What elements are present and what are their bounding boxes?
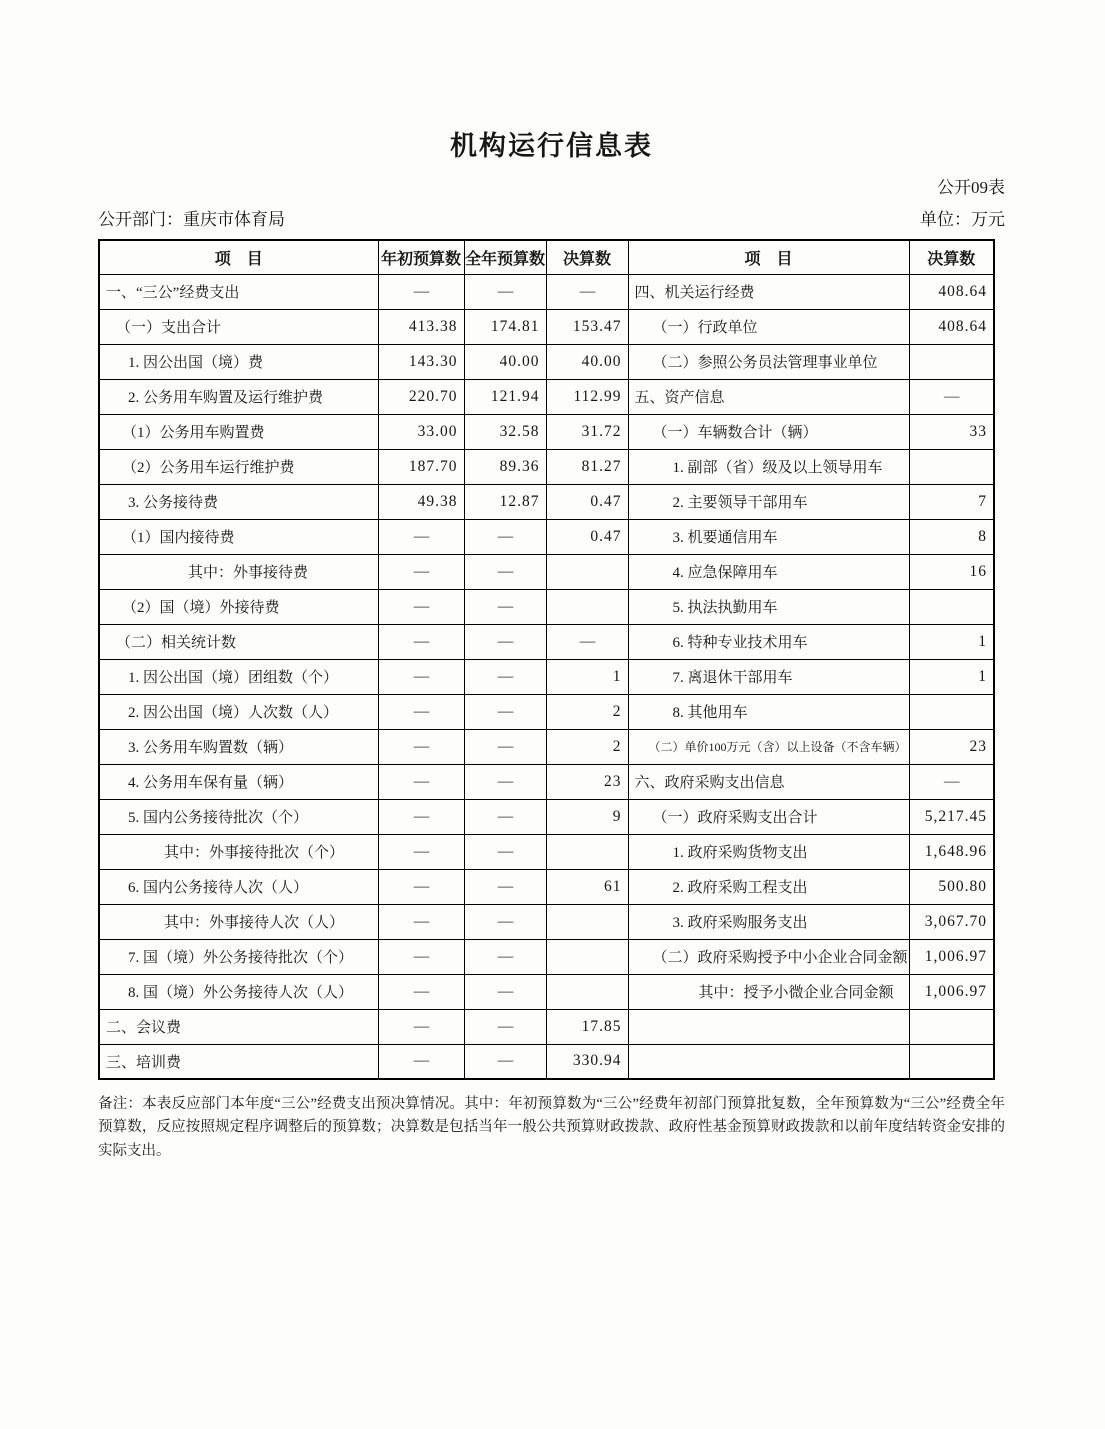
table-row (99, 519, 994, 554)
note-text: 备注：本表反应部门本年度“三公”经费支出预决算情况。其中：年初预算数为“三公”经费年初部门预算批复数，全年预算数为“三公”经费全年预算数，反应按照规定程序调整后的预算数；决算数是包括当年一般公共预算财政拨款、政府性基金预算财政拨款和以前年度结转资金安排的实际支出。 (98, 1096, 1005, 1159)
value-cell: — (546, 274, 628, 309)
item-label-cell: 三、培训费 (99, 1044, 378, 1079)
item-label-cell: （二）政府采购授予中小企业合同金额 (628, 939, 909, 974)
value-cell: 330.94 (546, 1044, 628, 1079)
value-cell: 174.81 (464, 309, 546, 344)
item-label-cell (628, 1009, 909, 1044)
item-label-cell: 4. 应急保障用车 (628, 554, 909, 589)
item-label-cell: 2. 主要领导干部用车 (628, 484, 909, 519)
item-label-cell: 2. 政府采购工程支出 (628, 869, 909, 904)
value-cell: 32.58 (464, 414, 546, 449)
item-label-cell: （2）公务用车运行维护费 (99, 449, 378, 484)
value-cell (546, 974, 628, 1009)
value-cell: 40.00 (464, 344, 546, 379)
value-cell (909, 589, 994, 624)
value-cell: 33 (909, 414, 994, 449)
item-label-cell: （1）国内接待费 (99, 519, 378, 554)
table-row (99, 414, 994, 449)
table-row (99, 1009, 994, 1044)
value-cell: — (378, 694, 464, 729)
value-cell: 16 (909, 554, 994, 589)
item-label-cell: 一、“三公”经费支出 (99, 274, 378, 309)
item-label-cell: （一）行政单位 (628, 309, 909, 344)
value-cell: 500.80 (909, 869, 994, 904)
table-row (99, 344, 994, 379)
col-header-annual-budget: 全年预算数 (464, 240, 546, 274)
col-header-item-right: 项 目 (628, 240, 909, 274)
value-cell: — (909, 764, 994, 799)
value-cell: 112.99 (546, 379, 628, 414)
table-row (99, 589, 994, 624)
value-cell: 33.00 (378, 414, 464, 449)
value-cell: 220.70 (378, 379, 464, 414)
value-cell: 0.47 (546, 519, 628, 554)
value-cell: — (464, 624, 546, 659)
value-cell: 1 (546, 659, 628, 694)
value-cell (909, 344, 994, 379)
item-label-cell: 7. 国（境）外公务接待批次（个） (99, 939, 378, 974)
value-cell: — (378, 589, 464, 624)
value-cell (546, 834, 628, 869)
value-cell: 413.38 (378, 309, 464, 344)
value-cell: 81.27 (546, 449, 628, 484)
item-label-cell: 6. 特种专业技术用车 (628, 624, 909, 659)
item-label-cell: （1）公务用车购置费 (99, 414, 378, 449)
value-cell: 2 (546, 729, 628, 764)
value-cell: 31.72 (546, 414, 628, 449)
value-cell: 121.94 (464, 379, 546, 414)
value-cell: 61 (546, 869, 628, 904)
page-title: 机构运行信息表 (450, 131, 653, 161)
table-meta-row (98, 208, 1005, 232)
item-label-cell: 3. 政府采购服务支出 (628, 904, 909, 939)
col-header-item-left: 项 目 (99, 240, 378, 274)
table-row (99, 1044, 994, 1079)
item-label-cell: 其中：外事接待费 (99, 554, 378, 589)
item-label-cell: （二）参照公务员法管理事业单位 (628, 344, 909, 379)
value-cell: 1 (909, 624, 994, 659)
item-label-cell: 3. 机要通信用车 (628, 519, 909, 554)
item-label-cell: 1. 因公出国（境）费 (99, 344, 378, 379)
item-label-cell: 5. 国内公务接待批次（个） (99, 799, 378, 834)
value-cell: 23 (909, 729, 994, 764)
operation-info-table (98, 239, 995, 1080)
value-cell: — (378, 939, 464, 974)
item-label-cell: （一）支出合计 (99, 309, 378, 344)
table-row (99, 484, 994, 519)
value-cell: — (909, 379, 994, 414)
value-cell: — (464, 904, 546, 939)
value-cell: — (464, 274, 546, 309)
item-label-cell: 其中：外事接待人次（人） (99, 904, 378, 939)
item-label-cell: （二）单价100万元（含）以上设备（不含车辆） (628, 729, 909, 764)
value-cell: 23 (546, 764, 628, 799)
value-cell: 89.36 (464, 449, 546, 484)
value-cell: — (378, 274, 464, 309)
table-row (99, 974, 994, 1009)
value-cell: — (464, 1044, 546, 1079)
value-cell (546, 904, 628, 939)
value-cell: — (464, 764, 546, 799)
item-label-cell: 3. 公务接待费 (99, 484, 378, 519)
value-cell: 187.70 (378, 449, 464, 484)
table-row (99, 624, 994, 659)
value-cell: 40.00 (546, 344, 628, 379)
value-cell: 7 (909, 484, 994, 519)
value-cell: — (464, 519, 546, 554)
value-cell: 12.87 (464, 484, 546, 519)
value-cell: — (464, 974, 546, 1009)
value-cell: 408.64 (909, 309, 994, 344)
value-cell: — (378, 659, 464, 694)
value-cell (546, 589, 628, 624)
item-label-cell: 7. 离退休干部用车 (628, 659, 909, 694)
value-cell: — (464, 1009, 546, 1044)
value-cell: 1,006.97 (909, 974, 994, 1009)
table-row (99, 764, 994, 799)
value-cell: — (378, 1009, 464, 1044)
table-row (99, 904, 994, 939)
unit-label: 单位：万元 (920, 210, 1005, 229)
value-cell: — (464, 939, 546, 974)
value-cell: — (378, 869, 464, 904)
item-label-cell: 四、机关运行经费 (628, 274, 909, 309)
form-number-label: 公开09表 (937, 178, 1005, 197)
value-cell: 1,648.96 (909, 834, 994, 869)
value-cell (546, 939, 628, 974)
item-label-cell: 六、政府采购支出信息 (628, 764, 909, 799)
value-cell: 3,067.70 (909, 904, 994, 939)
value-cell: 49.38 (378, 484, 464, 519)
col-header-initial-budget: 年初预算数 (378, 240, 464, 274)
table-body (99, 274, 994, 1079)
value-cell: — (378, 904, 464, 939)
value-cell: — (378, 1044, 464, 1079)
item-label-cell: （一）政府采购支出合计 (628, 799, 909, 834)
value-cell: — (464, 834, 546, 869)
table-row (99, 659, 994, 694)
value-cell (909, 449, 994, 484)
table-row (99, 309, 994, 344)
item-label-cell: 5. 执法执勤用车 (628, 589, 909, 624)
col-header-final-right: 决算数 (909, 240, 994, 274)
value-cell: 17.85 (546, 1009, 628, 1044)
value-cell: — (378, 729, 464, 764)
value-cell: 8 (909, 519, 994, 554)
item-label-cell: （二）相关统计数 (99, 624, 378, 659)
table-header-row (99, 240, 994, 274)
item-label-cell: 8. 国（境）外公务接待人次（人） (99, 974, 378, 1009)
value-cell (546, 554, 628, 589)
value-cell: — (464, 869, 546, 904)
item-label-cell: 1. 副部（省）级及以上领导用车 (628, 449, 909, 484)
department-label: 公开部门：重庆市体育局 (98, 210, 285, 229)
value-cell: 0.47 (546, 484, 628, 519)
table-row (99, 274, 994, 309)
table-row (99, 554, 994, 589)
table-row (99, 799, 994, 834)
item-label-cell: 8. 其他用车 (628, 694, 909, 729)
table-row (99, 869, 994, 904)
value-cell: 5,217.45 (909, 799, 994, 834)
table-row (99, 834, 994, 869)
item-label-cell: 其中：外事接待批次（个） (99, 834, 378, 869)
value-cell: — (378, 624, 464, 659)
value-cell (909, 1044, 994, 1079)
item-label-cell: （2）国（境）外接待费 (99, 589, 378, 624)
value-cell: — (378, 799, 464, 834)
item-label-cell: 4. 公务用车保有量（辆） (99, 764, 378, 799)
table-row (99, 939, 994, 974)
value-cell: — (464, 589, 546, 624)
item-label-cell: 1. 政府采购货物支出 (628, 834, 909, 869)
value-cell: — (378, 834, 464, 869)
item-label-cell: 二、会议费 (99, 1009, 378, 1044)
value-cell: — (464, 659, 546, 694)
item-label-cell: 3. 公务用车购置数（辆） (99, 729, 378, 764)
item-label-cell (628, 1044, 909, 1079)
table-row (99, 729, 994, 764)
value-cell (909, 694, 994, 729)
value-cell: — (378, 974, 464, 1009)
value-cell: 1,006.97 (909, 939, 994, 974)
value-cell: — (464, 799, 546, 834)
table-row (99, 694, 994, 729)
table-row (99, 379, 994, 414)
value-cell (909, 1009, 994, 1044)
value-cell: — (378, 764, 464, 799)
item-label-cell: 其中：授予小微企业合同金额 (628, 974, 909, 1009)
item-label-cell: 6. 国内公务接待人次（人） (99, 869, 378, 904)
value-cell: 9 (546, 799, 628, 834)
item-label-cell: 2. 因公出国（境）人次数（人） (99, 694, 378, 729)
value-cell: — (378, 554, 464, 589)
value-cell: 2 (546, 694, 628, 729)
item-label-cell: 1. 因公出国（境）团组数（个） (99, 659, 378, 694)
value-cell: — (464, 554, 546, 589)
item-label-cell: 五、资产信息 (628, 379, 909, 414)
value-cell: — (546, 624, 628, 659)
item-label-cell: 2. 公务用车购置及运行维护费 (99, 379, 378, 414)
value-cell: — (378, 519, 464, 554)
value-cell: 408.64 (909, 274, 994, 309)
value-cell: 1 (909, 659, 994, 694)
table-row (99, 449, 994, 484)
col-header-final-left: 决算数 (546, 240, 628, 274)
value-cell: — (464, 694, 546, 729)
item-label-cell: （一）车辆数合计（辆） (628, 414, 909, 449)
value-cell: 153.47 (546, 309, 628, 344)
value-cell: 143.30 (378, 344, 464, 379)
value-cell: — (464, 729, 546, 764)
